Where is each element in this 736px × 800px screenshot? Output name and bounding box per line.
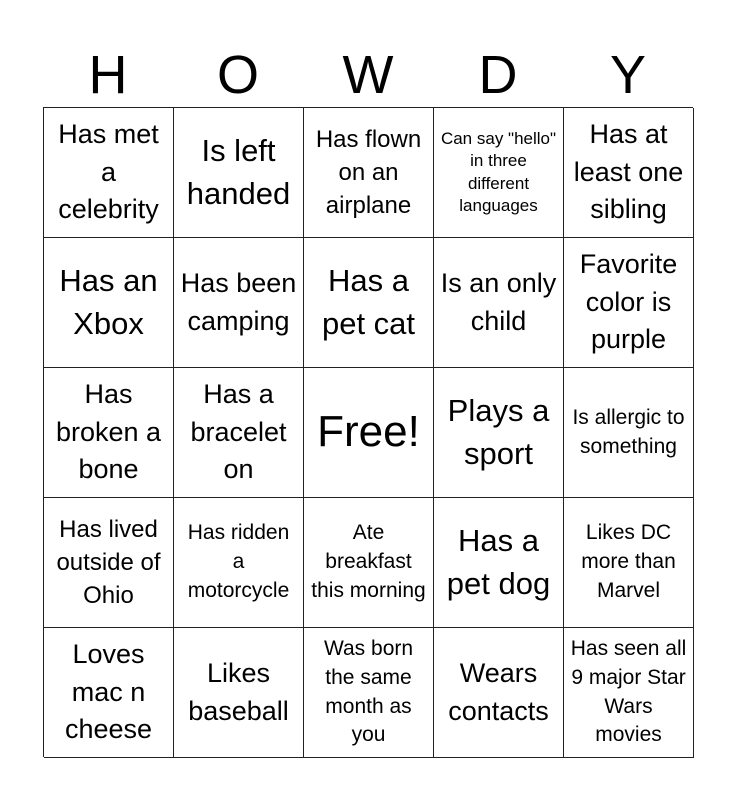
cell-text: Likes DC more than Marvel: [581, 521, 676, 602]
bingo-cell-r3c4[interactable]: [434, 368, 564, 498]
header-letter-o: O: [216, 45, 259, 105]
cell-text: Has met a celebrity: [58, 118, 159, 225]
cell-text: Has a pet dog: [446, 522, 551, 601]
cell-text: Likes baseball: [188, 657, 289, 726]
bingo-cell-r5c4[interactable]: [434, 628, 564, 758]
cell-text: Wears contacts: [448, 657, 549, 726]
header-letter-w: W: [342, 45, 394, 105]
cell-text: Ate breakfast this morning: [311, 521, 426, 602]
bingo-cell-r2c4[interactable]: [434, 238, 564, 368]
bingo-cell-r3c5[interactable]: [564, 368, 694, 498]
bingo-header: [43, 42, 693, 108]
cell-text: Has lived outside of Ohio: [56, 515, 161, 610]
cell-text: Favorite color is purple: [579, 248, 678, 355]
cell-text: Has an Xbox: [59, 262, 158, 341]
bingo-cell-r1c1[interactable]: [44, 108, 174, 238]
bingo-cell-r2c1[interactable]: [44, 238, 174, 368]
cell-text: Has broken a bone: [55, 378, 162, 485]
bingo-cell-r5c2[interactable]: [174, 628, 304, 758]
cell-text: Has a pet cat: [321, 262, 416, 341]
header-letter-y: Y: [609, 45, 647, 105]
cell-text: Has ridden a motorcycle: [187, 521, 290, 602]
bingo-cell-r1c5[interactable]: [564, 108, 694, 238]
cell-text: Loves mac n cheese: [64, 638, 153, 745]
bingo-cell-r4c4[interactable]: [434, 498, 564, 628]
bingo-cell-free[interactable]: [304, 368, 434, 498]
cell-text: Is an only child: [440, 267, 557, 336]
cell-text: Can say "hello" in three different languages: [440, 128, 557, 215]
bingo-cell-r2c5[interactable]: [564, 238, 694, 368]
free-space-text: Free!: [317, 407, 420, 457]
bingo-cell-r3c2[interactable]: [174, 368, 304, 498]
bingo-cell-r2c2[interactable]: [174, 238, 304, 368]
cell-text: Was born the same month as you: [323, 636, 414, 747]
cell-text: Plays a sport: [447, 392, 550, 471]
cell-text: Has flown on an airplane: [315, 125, 422, 220]
bingo-cell-r3c1[interactable]: [44, 368, 174, 498]
cell-text: Is left handed: [186, 132, 291, 211]
bingo-cell-r4c2[interactable]: [174, 498, 304, 628]
bingo-cell-r4c5[interactable]: [564, 498, 694, 628]
bingo-cell-r5c1[interactable]: [44, 628, 174, 758]
bingo-board: [43, 107, 693, 757]
cell-text: Is allergic to something: [572, 405, 685, 458]
header-letter-h: H: [88, 45, 128, 105]
bingo-cell-r1c2[interactable]: [174, 108, 304, 238]
cell-text: Has a bracelet on: [190, 378, 287, 485]
bingo-cell-r4c3[interactable]: [304, 498, 434, 628]
bingo-cell-r5c5[interactable]: [564, 628, 694, 758]
header-letter-d: D: [478, 45, 518, 105]
bingo-cell-r1c3[interactable]: [304, 108, 434, 238]
cell-text: Has seen all 9 major Star Wars movies: [570, 636, 687, 747]
bingo-cell-r5c3[interactable]: [304, 628, 434, 758]
cell-text: Has at least one sibling: [573, 118, 684, 225]
bingo-cell-r1c4[interactable]: [434, 108, 564, 238]
bingo-cell-r4c1[interactable]: [44, 498, 174, 628]
bingo-cell-r2c3[interactable]: [304, 238, 434, 368]
cell-text: Has been camping: [180, 267, 297, 336]
